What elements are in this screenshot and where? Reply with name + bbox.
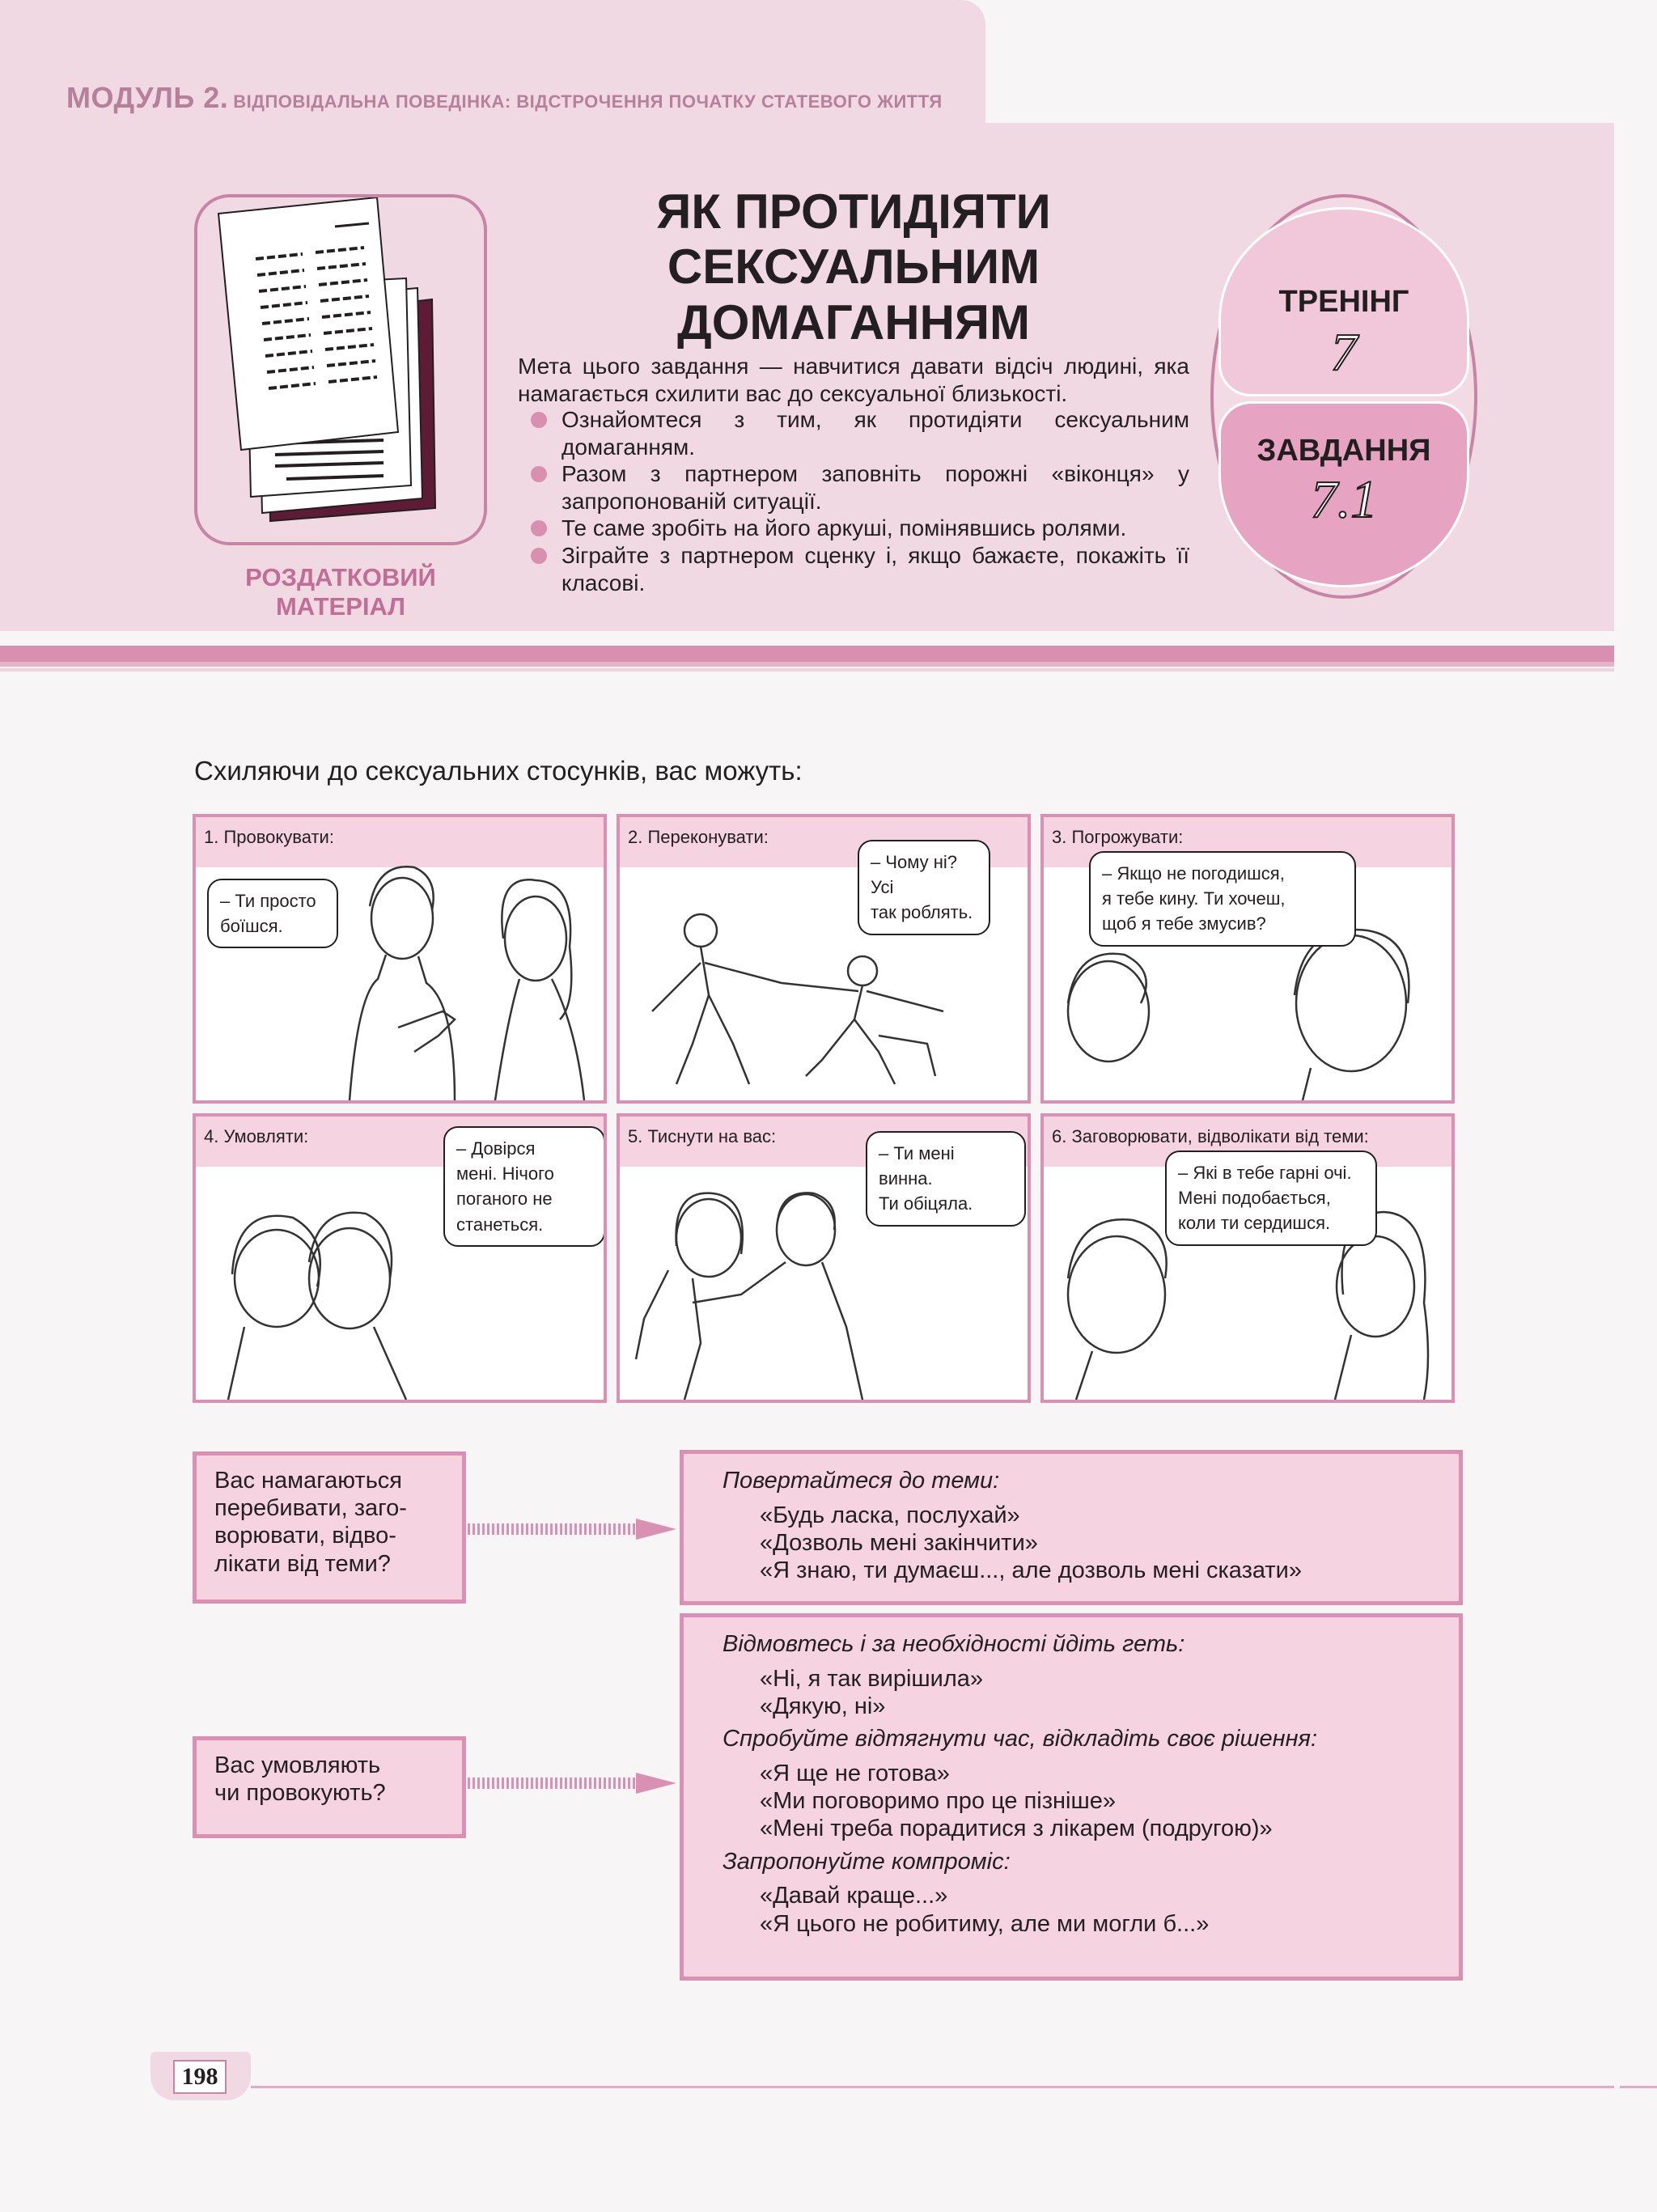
bubble-line: поганого не bbox=[456, 1189, 553, 1210]
panel-label: 2. Переконувати: bbox=[628, 827, 769, 847]
header-stripe bbox=[0, 668, 1614, 672]
speech-bubble bbox=[443, 1126, 605, 1247]
answer-phrase: «Мені треба порадитися з лікарем (подругою)» bbox=[760, 1816, 1273, 1842]
panel-label: 4. Умовляти: bbox=[204, 1126, 309, 1146]
lesson-step bbox=[562, 406, 1189, 460]
bubble-line: – Які в тебе гарні очі. bbox=[1178, 1163, 1352, 1183]
bubble-line: – Довірся bbox=[456, 1138, 536, 1159]
bubble-line: – Якщо не погодишся, bbox=[1102, 863, 1285, 884]
bubble-line: – Чому ні? Усі bbox=[871, 852, 958, 898]
page-number: 198 bbox=[173, 2060, 227, 2094]
panel-label: 6. Заговорювати, відволікати від теми: bbox=[1052, 1126, 1369, 1146]
speech-bubble bbox=[858, 840, 990, 935]
speech-bubble bbox=[1089, 851, 1356, 947]
module-subtitle: ВІДПОВІДАЛЬНА ПОВЕДІНКА: ВІДСТРОЧЕННЯ ПОЧАТКУ СТАТЕВОГО ЖИТТЯ bbox=[233, 91, 943, 112]
bubble-line: так роблять. bbox=[871, 902, 973, 923]
comic-panel-4 bbox=[193, 1113, 607, 1403]
question-line: Вас умовляють bbox=[214, 1752, 381, 1778]
question-line: Вас намагаються bbox=[214, 1468, 403, 1494]
bubble-line: я тебе кину. Ти хочеш, bbox=[1102, 888, 1286, 909]
answer-heading: Спробуйте відтягнути час, відкладіть своє рішення: bbox=[723, 1726, 1318, 1752]
panel-label: 5. Тиснути на вас: bbox=[628, 1126, 777, 1146]
bubble-line: станеться. bbox=[456, 1214, 544, 1235]
speech-bubble bbox=[1165, 1150, 1377, 1246]
arrow-right-icon bbox=[468, 1519, 676, 1540]
panel-label: 1. Провокувати: bbox=[204, 827, 334, 847]
bubble-line: мені. Нічого bbox=[456, 1163, 554, 1184]
bubble-line: коли ти сердишся. bbox=[1178, 1213, 1331, 1234]
lesson-steps bbox=[562, 406, 1189, 596]
speech-bubble bbox=[866, 1131, 1026, 1227]
lesson-step bbox=[562, 460, 1189, 515]
header-stripe bbox=[0, 662, 1614, 667]
bubble-line: Ти обіцяла. bbox=[879, 1193, 973, 1214]
question-line: лікати від теми? bbox=[214, 1550, 391, 1577]
intro-text: Схиляючи до сексуальних стосунків, вас можуть: bbox=[194, 756, 803, 786]
bubble-line: – Ти мені винна. bbox=[879, 1143, 955, 1189]
training-label: ТРЕНІНГ bbox=[1278, 285, 1409, 319]
lesson-step bbox=[562, 542, 1189, 596]
lesson-title-line2: СЕКСУАЛЬНИМ bbox=[667, 239, 1040, 295]
lesson-title-line1: ЯК ПРОТИДІЯТИ bbox=[656, 184, 1051, 239]
lesson-step-text: Зіграйте з партнером сценку і, якщо бажаєте, покажіть її класові. bbox=[562, 542, 1189, 595]
task-label: ЗАВДАННЯ bbox=[1257, 434, 1431, 468]
answer-heading: Запропонуйте компроміс: bbox=[723, 1848, 1011, 1875]
lesson-step-text: Те саме зробіть на його аркуші, помінявшись ролями. bbox=[562, 515, 1127, 541]
answer-phrase: «Ми поговоримо про це пізніше» bbox=[760, 1788, 1117, 1815]
comic-panel-2 bbox=[617, 814, 1031, 1104]
header-tab-cutout bbox=[985, 0, 1614, 123]
question-box-1 bbox=[193, 1451, 466, 1604]
answer-phrase: «Ні, я так вирішила» bbox=[760, 1665, 984, 1692]
handout-icon bbox=[194, 194, 487, 545]
handout-label-line1: РОЗДАТКОВИЙ bbox=[245, 563, 436, 591]
lesson-title-line3: ДОМАГАННЯМ bbox=[676, 295, 1031, 350]
training-number: 7 bbox=[1330, 323, 1358, 382]
lesson-title bbox=[518, 184, 1189, 350]
answer-phrase: «Я ще не готова» bbox=[760, 1761, 950, 1787]
papers-icon bbox=[197, 197, 484, 542]
module-title bbox=[66, 81, 943, 115]
answer-phrase: «Я знаю, ти думаєш..., але дозволь мені сказати» bbox=[760, 1557, 1303, 1584]
question-line: чи провокують? bbox=[214, 1780, 386, 1807]
panel-label: 3. Погрожувати: bbox=[1052, 827, 1184, 847]
footer-line bbox=[1620, 2086, 1657, 2088]
question-line: перебивати, заго- bbox=[214, 1495, 407, 1522]
bullet-icon bbox=[531, 412, 547, 428]
bubble-line: Мені подобається, bbox=[1178, 1188, 1331, 1209]
answer-box-1 bbox=[680, 1450, 1463, 1605]
comic-panel-6 bbox=[1040, 1113, 1455, 1403]
lesson-step-text: Ознайомтеся з тим, як протидіяти сексуальним домаганням. bbox=[562, 407, 1189, 460]
illustration-boy-girl bbox=[196, 817, 604, 1100]
comic-panel-5 bbox=[617, 1113, 1031, 1403]
module-label: МОДУЛЬ 2. bbox=[66, 81, 229, 114]
answer-phrase: «Дозволь мені закінчити» bbox=[760, 1530, 1038, 1557]
handout-label bbox=[194, 563, 487, 621]
answer-heading: Відмовтесь і за необхідності йдіть геть: bbox=[723, 1631, 1185, 1657]
lesson-step-text: Разом з партнером заповніть порожні «віконця» у запропонованій ситуації. bbox=[562, 461, 1189, 514]
task-number: 7.1 bbox=[1310, 470, 1378, 529]
answer-heading: Повертайтеся до теми: bbox=[723, 1468, 1000, 1494]
bullet-icon bbox=[531, 548, 547, 564]
question-box-2 bbox=[193, 1736, 466, 1838]
speech-bubble bbox=[207, 879, 338, 948]
comic-panel-1 bbox=[193, 814, 607, 1104]
answer-phrase: «Дякую, ні» bbox=[760, 1693, 886, 1720]
bubble-line: – Ти просто bbox=[220, 891, 316, 911]
question-line: ворювати, відво- bbox=[214, 1523, 396, 1549]
answer-box-2 bbox=[680, 1613, 1463, 1981]
comic-panel-3 bbox=[1040, 814, 1455, 1104]
arrow-right-icon bbox=[468, 1773, 676, 1794]
lesson-goal: Мета цього завдання — навчитися давати відсіч людині, яка намагається схилити вас до сексуальної близькості. bbox=[518, 354, 1189, 406]
header-stripe bbox=[0, 646, 1614, 662]
answer-phrase: «Давай краще...» bbox=[760, 1883, 948, 1909]
handout-label-line2: МАТЕРІАЛ bbox=[275, 591, 406, 621]
lesson-step bbox=[562, 515, 1189, 542]
answer-phrase: «Будь ласка, послухай» bbox=[760, 1502, 1020, 1528]
bubble-line: боїшся. bbox=[220, 916, 283, 937]
footer-line bbox=[251, 2086, 1614, 2088]
answer-phrase: «Я цього не робитиму, але ми могли б...» bbox=[760, 1910, 1210, 1937]
bubble-line: щоб я тебе змусив? bbox=[1102, 913, 1266, 934]
